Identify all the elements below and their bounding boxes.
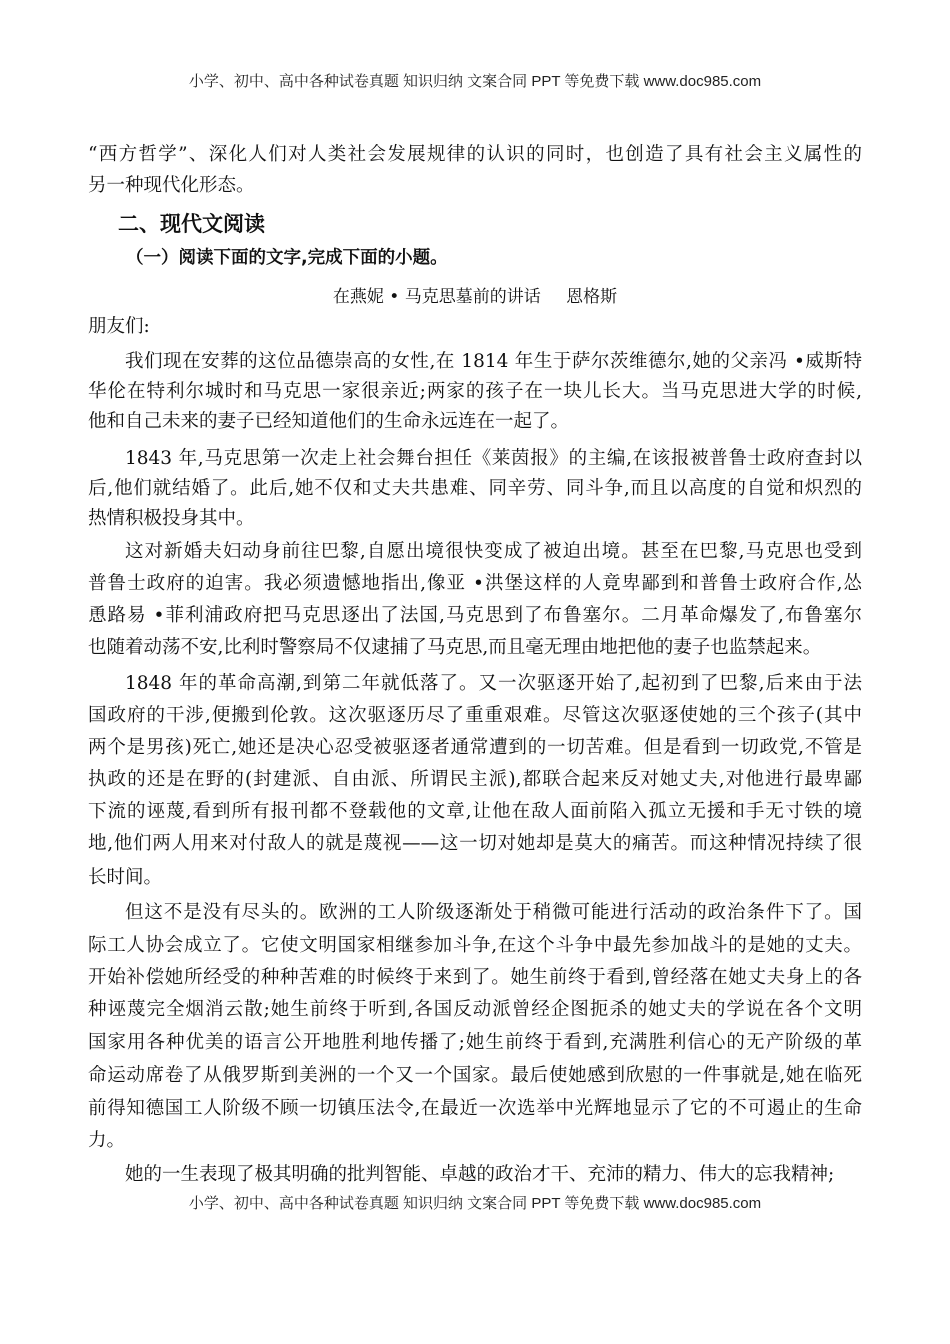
salutation: 朋友们: — [88, 316, 150, 337]
paragraph-line: 这对新婚夫妇动身前往巴黎,自愿出境很快变成了被迫出境。甚至在巴黎,马克思也受到 — [125, 541, 862, 562]
page-footer: 小学、初中、高中各种试卷真题 知识归纳 文案合同 PPT 等免费下载 www.doc985.com — [188, 1195, 762, 1212]
intro-line: “西方哲学”、深化人们对人类社会发展规律的认识的同时，也创造了具有社会主义属性的 — [88, 144, 862, 165]
intro-line: 另一种现代化形态。 — [88, 175, 255, 196]
paragraph-line: 恿路易 •菲利浦政府把马克思逐出了法国,马克思到了布鲁塞尔。二月革命爆发了,布鲁塞尔 — [88, 605, 862, 626]
paragraph-line: 开始补偿她所经受的种种苦难的时候终于来到了。她生前终于看到,曾经落在她丈夫身上的各 — [88, 967, 862, 988]
article-title — [0, 282, 950, 307]
section-heading: 二、现代文阅读 — [118, 212, 265, 236]
article-title-text: 在燕妮 • 马克思墓前的讲话 — [332, 287, 541, 307]
paragraph-line: 国家用各种优美的语言公开地胜利地传播了;她生前终于看到,充满胜利信心的无产阶级的革 — [88, 1032, 862, 1053]
paragraph-line: 华伦在特利尔城时和马克思一家很亲近;两家的孩子在一块儿长大。当马克思进大学的时候, — [88, 381, 862, 402]
paragraph-line: 我们现在安葬的这位品德崇高的女性,在 1814 年生于萨尔茨维德尔,她的父亲冯 •威斯特 — [125, 351, 862, 372]
paragraph-line: 热情积极投身其中。 — [88, 508, 255, 529]
paragraph-line: 际工人协会成立了。它使文明国家相继参加斗争,在这个斗争中最先参加战斗的是她的丈夫。 — [88, 935, 862, 956]
paragraph-line: 他和自己未来的妻子已经知道他们的生命永远连在一起了。 — [88, 411, 570, 432]
paragraph-line: 前得知德国工人阶级不顾一切镇压法令,在最近一次选举中光辉地显示了它的不可遏止的生命 — [88, 1098, 862, 1119]
article-author: 恩格斯 — [566, 287, 618, 307]
paragraph-line: 她的一生表现了极其明确的批判智能、卓越的政治才干、充沛的精力、伟大的忘我精神; — [125, 1164, 835, 1185]
paragraph-line: 但这不是没有尽头的。欧洲的工人阶级逐渐处于稍微可能进行活动的政治条件下了。国 — [125, 902, 862, 923]
sub-heading: （一）阅读下面的文字,完成下面的小题。 — [126, 248, 448, 268]
paragraph-line: 命运动席卷了从俄罗斯到美洲的一个又一个国家。最后使她感到欣慰的一件事就是,她在临死 — [88, 1065, 862, 1086]
paragraph-line: 长时间。 — [88, 867, 163, 888]
paragraph-line: 也随着动荡不安,比利时警察局不仅逮捕了马克思,而且毫无理由地把他的妻子也监禁起来。 — [88, 637, 822, 658]
paragraph-line: 力。 — [88, 1130, 126, 1151]
paragraph-line: 国政府的干涉,便搬到伦敦。这次驱逐历尽了重重艰难。尽管这次驱逐使她的三个孩子(其中 — [88, 705, 862, 726]
paragraph-line: 地,他们两人用来对付敌人的就是蔑视——这一切对她却是莫大的痛苦。而这种情况持续了很 — [88, 833, 862, 854]
paragraph-line: 种诬蔑完全烟消云散;她生前终于听到,各国反动派曾经企图扼杀的她丈夫的学说在各个文明 — [88, 999, 862, 1020]
paragraph-line: 1848 年的革命高潮,到第二年就低落了。又一次驱逐开始了,起初到了巴黎,后来由于法 — [125, 673, 862, 694]
paragraph-line: 下流的诬蔑,看到所有报刊都不登载他的文章,让他在敌人面前陷入孤立无援和手无寸铁的境 — [88, 801, 862, 822]
paragraph-line: 后,他们就结婚了。此后,她不仅和丈夫共患难、同辛劳、同斗争,而且以高度的自觉和炽烈的 — [88, 478, 862, 499]
paragraph-line: 普鲁士政府的迫害。我必须遗憾地指出,像亚 •洪堡这样的人竟卑鄙到和普鲁士政府合作,怂 — [88, 573, 862, 594]
paragraph-line: 1843 年,马克思第一次走上社会舞台担任《莱茵报》的主编,在该报被普鲁士政府查封以 — [125, 448, 862, 469]
paragraph-line: 两个是男孩)死亡,她还是决心忍受被驱逐者通常遭到的一切苦难。但是看到一切政党,不管是 — [88, 737, 862, 758]
page-header: 小学、初中、高中各种试卷真题 知识归纳 文案合同 PPT 等免费下载 www.doc985.com — [188, 73, 762, 90]
paragraph-line: 执政的还是在野的(封建派、自由派、所谓民主派),都联合起来反对她丈夫,对他进行最卑鄙 — [88, 769, 862, 790]
